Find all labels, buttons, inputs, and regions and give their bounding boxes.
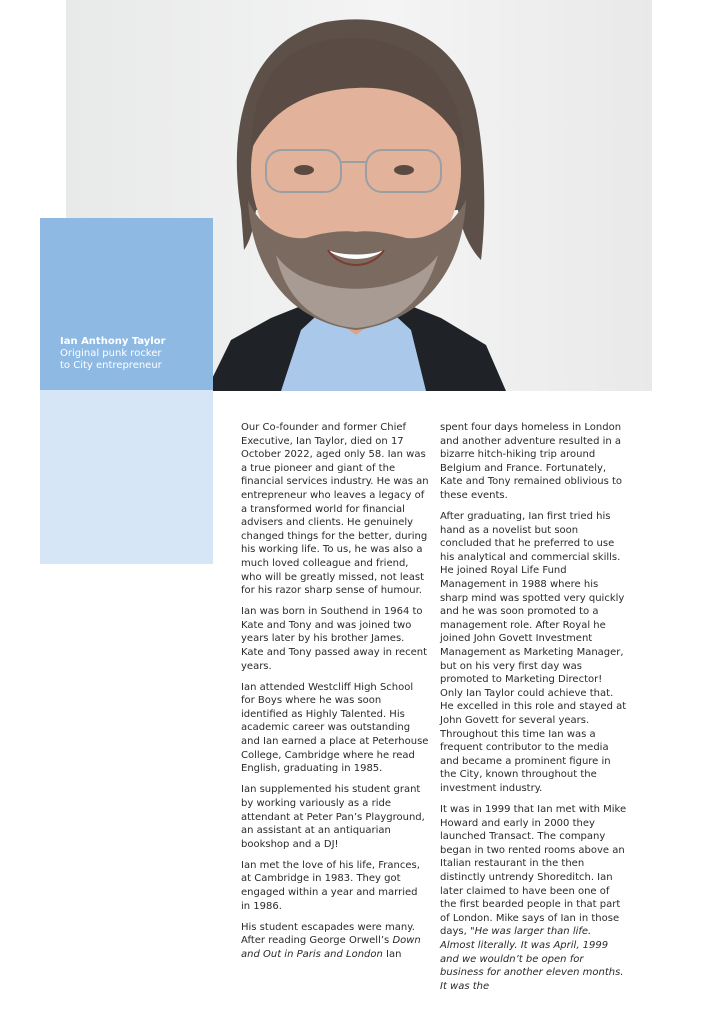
- photo-caption: [60, 336, 210, 372]
- person-subtitle-line1: Original punk rocker: [60, 348, 162, 359]
- paragraph-text: Our Co-founder and former Chief Executive, Ian Taylor, died on 17 October 2022, aged only 58. Ian was a true pioneer and giant of the financial services industry. He was an entrepreneur who leaves a legacy of a transformed world for financial advisers and clients. He genuinely changed things for the better, during his working life. To us, he was also a much loved colleague and friend, who will be greatly missed, not least for his razor sharp sense of humour.: [241, 422, 429, 597]
- article-paragraph: [241, 605, 429, 673]
- person-name: Ian Anthony Taylor: [60, 336, 166, 347]
- paragraph-text: Ian supplemented his student grant by working variously as a ride attendant at Peter Pan’s Playground, an assistant at an antiquarian bookshop and a DJ!: [241, 784, 425, 850]
- article-paragraph: [440, 510, 628, 795]
- decorative-panel: [40, 390, 213, 564]
- article-paragraph: [440, 803, 628, 993]
- article-paragraph: [241, 783, 429, 851]
- paragraph-text: spent four days homeless in London and another adventure resulted in a bizarre hitch-hiking trip around Belgium and France. Fortunately, Kate and Tony remained oblivious to these events.: [440, 422, 623, 501]
- article-column-left: [241, 421, 429, 969]
- article-paragraph: [241, 421, 429, 598]
- paragraph-text: After graduating, Ian first tried his hand as a novelist but soon concluded that he preferred to use his analytical and commercial skills. He joined Royal Life Fund Management in 1988 where his sharp mind was spotted very quickly and he was soon promoted to a management role. After Royal he joined John Govett Investment Management as Marketing Manager, but on his very first day was promoted to Marketing Director! Only Ian Taylor could achieve that. He excelled in this role and stayed at John Govett for several years. Throughout this time Ian was a frequent contributor to the media and became a prominent figure in the City, known throughout the investment industry.: [440, 511, 627, 794]
- article-paragraph: [241, 859, 429, 913]
- paragraph-text: Ian: [382, 948, 402, 960]
- italic-text: "He was larger than life. Almost literally. It was April, 1999 and we wouldn’t be open for business for another eleven months. It was the: [440, 926, 624, 992]
- article-paragraph: [241, 921, 429, 962]
- article-paragraph: [241, 681, 429, 776]
- italic-text: Down and Out in Paris and London: [241, 935, 421, 960]
- article-paragraph: [440, 421, 628, 503]
- article-column-right: [440, 421, 628, 1001]
- paragraph-text: Ian was born in Southend in 1964 to Kate and Tony and was joined two years later by his brother James. Kate and Tony passed away in recent years.: [241, 606, 428, 672]
- person-subtitle-line2: to City entrepreneur: [60, 360, 162, 371]
- paragraph-text: Ian met the love of his life, Frances, at Cambridge in 1983. They got engaged within a year and married in 1986.: [241, 859, 420, 912]
- paragraph-text: Ian attended Westcliff High School for Boys where he was soon identified as Highly Talented. His academic career was outstanding and Ian earned a place at Peterhouse College, Cambridge where he read English, graduating in 1985.: [241, 681, 429, 775]
- paragraph-text: It was in 1999 that Ian met with Mike Howard and early in 2000 they launched Transact. The company began in two rented rooms above an Italian restaurant in the then distinctly untrendy Shoreditch. Ian later claimed to have been one of the first bearded people in that part of London. Mike says of Ian in those days,: [440, 804, 627, 938]
- paragraph-text: His student escapades were many. After reading George Orwell’s: [241, 921, 415, 947]
